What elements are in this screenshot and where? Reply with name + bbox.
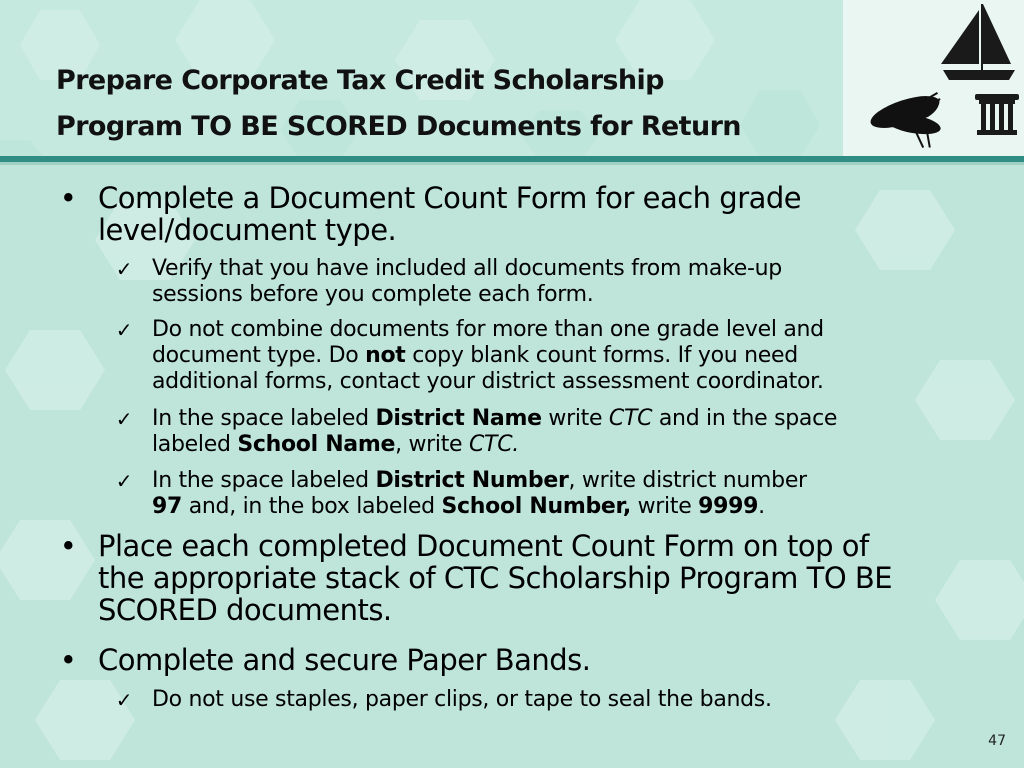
text-run: . — [758, 494, 765, 519]
value-district-number: 97 — [152, 494, 183, 519]
sub-bullet-2-line-3: additional forms, contact your district assessment coordinator. — [152, 369, 824, 394]
sub-bullet-4-line-2 — [152, 494, 972, 520]
sub-bullet-2-line-2 — [152, 343, 972, 369]
page-number: 47 — [988, 733, 1006, 749]
sub-bullet-3 — [115, 406, 972, 458]
bullet-1 — [59, 181, 978, 247]
sub-bullet-3-line-2 — [152, 432, 972, 458]
sub-bullet-2-line-1: Do not combine documents for more than one grade level and — [152, 317, 824, 342]
sub-bullet-2 — [115, 317, 972, 395]
bullet-1-line-2: level/document type. — [98, 213, 397, 247]
text-run: and, in the box labeled — [182, 494, 442, 519]
text-run: write — [541, 406, 609, 431]
checkmark-icon: ✓ — [115, 407, 133, 431]
sub-bullet-3-line-1 — [152, 406, 972, 432]
text-run: labeled — [152, 432, 238, 457]
value-school-number: 9999 — [698, 494, 759, 519]
title-line-1: Prepare Corporate Tax Credit Scholarship — [56, 65, 664, 96]
bullet-dot: • — [59, 643, 77, 677]
text-run: , write district number — [568, 468, 807, 493]
sub-bullet-5-line-1: Do not use staples, paper clips, or tape to seal the bands. — [152, 687, 772, 712]
text-run: write — [630, 494, 699, 519]
sub-bullet-1 — [115, 256, 972, 308]
checkmark-icon: ✓ — [115, 688, 133, 712]
bullet-2-line-3: SCORED documents. — [98, 593, 392, 627]
text-run: and in the space — [652, 406, 838, 431]
sub-bullet-5 — [115, 687, 972, 713]
label-district-number: District Number — [375, 468, 569, 493]
sub-bullet-4 — [115, 468, 972, 520]
value-ctc: CTC — [608, 406, 653, 431]
bullet-2-line-2: the appropriate stack of CTC Scholarship Program TO BE — [98, 561, 893, 595]
sub-bullet-1-line-2: sessions before you complete each form. — [152, 282, 594, 307]
text-run: , write — [395, 432, 469, 457]
bullet-3-line-1: Complete and secure Paper Bands. — [98, 643, 591, 677]
bullet-2 — [59, 529, 978, 627]
emphasis-not: not — [365, 343, 406, 368]
bullet-1-line-1: Complete a Document Count Form for each grade — [98, 181, 802, 215]
bullet-2-line-1: Place each completed Document Count Form on top of — [98, 529, 869, 563]
text-run: In the space labeled — [152, 468, 376, 493]
text-run: document type. Do — [152, 343, 366, 368]
text-run: copy blank count forms. If you need — [405, 343, 798, 368]
checkmark-icon: ✓ — [115, 257, 133, 281]
label-district-name: District Name — [375, 406, 542, 431]
checkmark-icon: ✓ — [115, 318, 133, 342]
bullet-dot: • — [59, 529, 77, 563]
bullet-dot: • — [59, 181, 77, 215]
value-ctc: CTC. — [469, 432, 519, 457]
sub-bullet-1-line-1: Verify that you have included all documents from make-up — [152, 256, 782, 281]
title-line-2: Program TO BE SCORED Documents for Return — [56, 111, 741, 142]
label-school-name: School Name — [237, 432, 396, 457]
sub-bullet-4-line-1 — [152, 468, 972, 494]
label-school-number: School Number, — [441, 494, 631, 519]
checkmark-icon: ✓ — [115, 469, 133, 493]
bullet-3 — [59, 643, 978, 677]
text-run: In the space labeled — [152, 406, 376, 431]
